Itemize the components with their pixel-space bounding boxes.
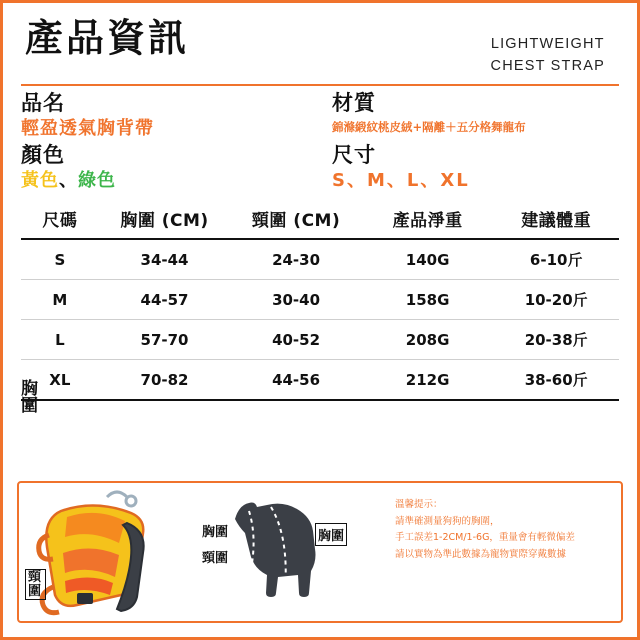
table-cell-chest: 44-57 bbox=[99, 280, 231, 320]
table-cell-chest: 34-44 bbox=[99, 239, 231, 280]
caption-chest-left: 胸圍 bbox=[202, 525, 229, 540]
spec-value-color-yellow: 黃色 bbox=[21, 169, 59, 191]
size-table-header-cell: 建議體重 bbox=[493, 199, 619, 239]
size-table-header-cell: 頸圍 (CM) bbox=[230, 199, 362, 239]
header bbox=[21, 17, 619, 78]
page-title: 產品資訊 bbox=[25, 16, 190, 60]
english-subtitle bbox=[491, 17, 619, 78]
table-cell-size: XL bbox=[21, 360, 99, 401]
table-cell-recommended: 38-60斤 bbox=[493, 360, 619, 401]
size-table-header-cell: 胸圍 (CM) bbox=[99, 199, 231, 239]
note-line-4: 請以實物為準此數據為寵物實際穿戴數據 bbox=[395, 548, 567, 560]
dog-measurement-diagram bbox=[219, 489, 339, 619]
header-divider bbox=[21, 84, 619, 86]
spec-size bbox=[320, 142, 619, 194]
spec-value-size: S、M、L、XL bbox=[332, 169, 470, 191]
table-cell-recommended: 6-10斤 bbox=[493, 239, 619, 280]
caption-neck-boxed: 頸圍 bbox=[25, 569, 46, 600]
harness-ring-icon bbox=[126, 496, 136, 506]
harness-buckle-icon bbox=[77, 593, 93, 604]
table-cell-recommended: 20-38斤 bbox=[493, 320, 619, 360]
spec-row-color-size bbox=[21, 142, 619, 194]
illustration-panel-inner bbox=[19, 483, 621, 621]
size-table bbox=[21, 199, 619, 401]
table-cell-neck: 40-52 bbox=[230, 320, 362, 360]
table-cell-weight: 140G bbox=[362, 239, 494, 280]
spec-label-product-name: 品名 bbox=[21, 90, 65, 115]
spec-value-product-name: 輕盈透氣胸背帶 bbox=[21, 118, 154, 140]
spec-value-material: 錦滌緞紋桃皮絨+隔離＋五分格舞龍布 bbox=[332, 120, 526, 135]
note-line-3: 手工誤差1-2CM/1-6G，重量會有輕微偏差 bbox=[395, 532, 575, 544]
table-cell-weight: 212G bbox=[362, 360, 494, 401]
illustration-panel bbox=[17, 481, 623, 623]
note-line-1: 溫馨提示： bbox=[395, 499, 443, 510]
table-chest-overlay-label: 胸圍 bbox=[21, 379, 38, 416]
table-cell-neck: 44-56 bbox=[230, 360, 362, 401]
english-subtitle-line-2: CHEST STRAP bbox=[490, 58, 605, 75]
harness-illustration bbox=[19, 483, 199, 621]
spec-list bbox=[21, 90, 619, 193]
spec-material bbox=[320, 90, 619, 142]
size-table-wrapper bbox=[21, 199, 619, 401]
caption-neck-left: 頸圍 bbox=[202, 551, 229, 566]
table-row bbox=[21, 239, 619, 280]
table-cell-neck: 30-40 bbox=[230, 280, 362, 320]
table-cell-recommended: 10-20斤 bbox=[493, 280, 619, 320]
size-table-header-cell: 尺碼 bbox=[21, 199, 99, 239]
card-inner bbox=[3, 3, 637, 637]
spec-value-color bbox=[21, 169, 320, 193]
spec-label-size: 尺寸 bbox=[332, 142, 376, 167]
table-cell-chest: 57-70 bbox=[99, 320, 231, 360]
table-row bbox=[21, 280, 619, 320]
spec-color bbox=[21, 142, 320, 194]
caption-chest-right: 胸圍 bbox=[315, 523, 347, 546]
spec-product-name bbox=[21, 90, 320, 142]
table-cell-neck: 24-30 bbox=[230, 239, 362, 280]
size-table-head bbox=[21, 199, 619, 239]
spec-value-color-green: 綠色 bbox=[78, 169, 116, 191]
table-cell-size: M bbox=[21, 280, 99, 320]
table-row bbox=[21, 320, 619, 360]
table-cell-weight: 158G bbox=[362, 280, 494, 320]
table-cell-size: L bbox=[21, 320, 99, 360]
table-cell-size: S bbox=[21, 239, 99, 280]
english-subtitle-line-1: LIGHTWEIGHT bbox=[490, 36, 605, 52]
spec-row-name-material bbox=[21, 90, 619, 142]
size-table-header-cell: 產品淨重 bbox=[362, 199, 494, 239]
spec-label-material: 材質 bbox=[332, 90, 376, 115]
spec-value-color-separator: 、 bbox=[59, 169, 78, 191]
table-cell-weight: 208G bbox=[362, 320, 494, 360]
size-table-body bbox=[21, 239, 619, 400]
harness-dring-icon bbox=[107, 492, 127, 497]
note-line-2: 請準確測量狗狗的胸圍， bbox=[395, 515, 500, 527]
note-block bbox=[395, 497, 613, 564]
table-cell-chest: 70-82 bbox=[99, 360, 231, 401]
size-table-header-row bbox=[21, 199, 619, 239]
table-row bbox=[21, 360, 619, 401]
spec-label-color: 顏色 bbox=[21, 142, 65, 167]
